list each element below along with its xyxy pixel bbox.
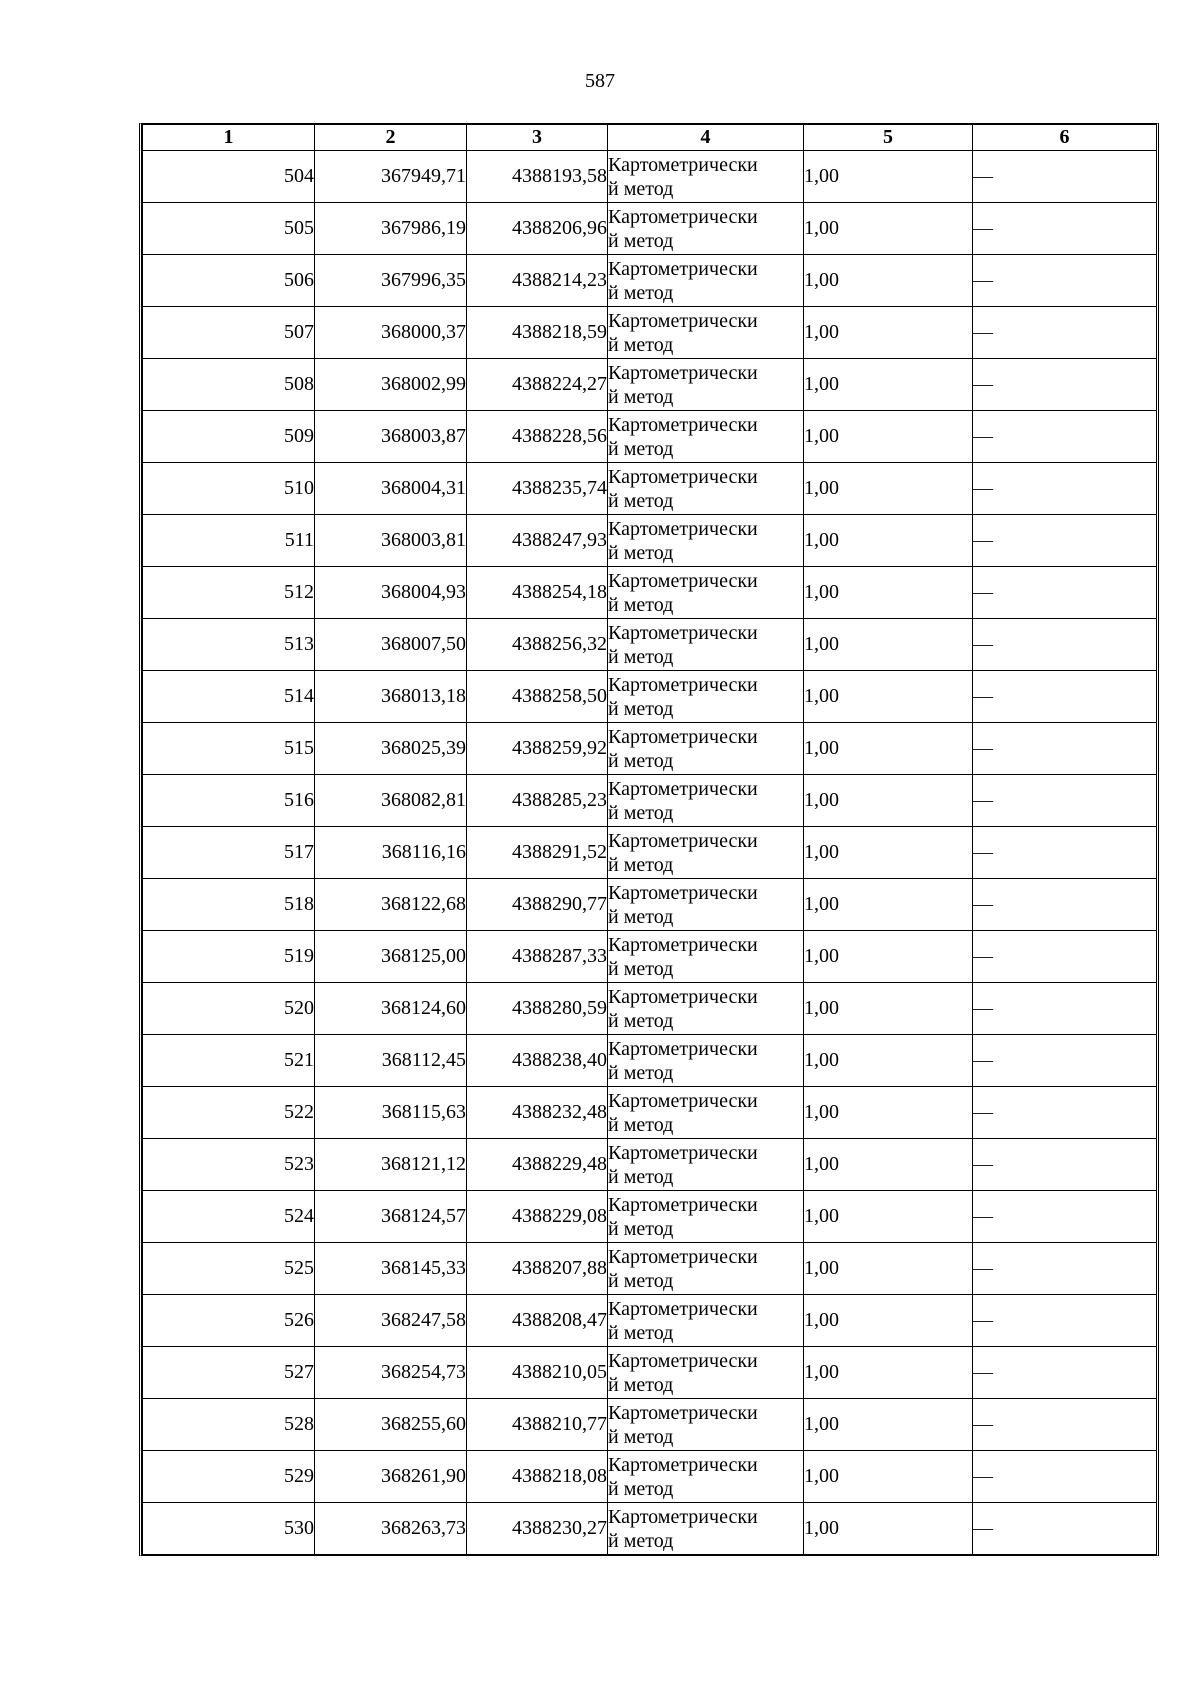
description-dash: — [973,1243,1157,1295]
table-row [143,1295,1157,1347]
method-cell [608,1035,804,1087]
x-coordinate: 368116,16 [315,827,467,879]
y-coordinate: 4388291,52 [467,827,608,879]
method-text-line-2: й метод [608,333,674,356]
table-row [143,723,1157,775]
method-cell [608,1451,804,1503]
table-row [143,983,1157,1035]
method-text-line-2: й метод [608,853,674,876]
x-coordinate: 368145,33 [315,1243,467,1295]
method-cell [608,203,804,255]
accuracy-value: 1,00 [804,515,973,567]
y-coordinate: 4388229,08 [467,1191,608,1243]
accuracy-value: 1,00 [804,1243,973,1295]
accuracy-value: 1,00 [804,1347,973,1399]
description-dash: — [973,1087,1157,1139]
x-coordinate: 368025,39 [315,723,467,775]
column-header: 5 [804,125,973,151]
y-coordinate: 4388232,48 [467,1087,608,1139]
accuracy-value: 1,00 [804,671,973,723]
x-coordinate: 368263,73 [315,1503,467,1555]
method-text-line-1: Картометрически [608,1401,758,1424]
table-body [143,151,1157,1555]
method-text-line-1: Картометрически [608,1245,758,1268]
point-number: 514 [143,671,315,723]
description-dash: — [973,775,1157,827]
method-text-line-1: Картометрически [608,1037,758,1060]
description-dash: — [973,619,1157,671]
y-coordinate: 4388218,08 [467,1451,608,1503]
method-text-line-2: й метод [608,697,674,720]
coordinates-table-frame [139,123,1159,1556]
y-coordinate: 4388254,18 [467,567,608,619]
table-row [143,359,1157,411]
column-header: 4 [608,125,804,151]
method-cell [608,983,804,1035]
method-text-line-2: й метод [608,1477,674,1500]
x-coordinate: 368004,31 [315,463,467,515]
table-row [143,671,1157,723]
method-cell [608,255,804,307]
table-row [143,1139,1157,1191]
table-row [143,151,1157,203]
method-text-line-2: й метод [608,905,674,928]
method-text-line-2: й метод [608,1165,674,1188]
point-number: 513 [143,619,315,671]
table-row [143,1087,1157,1139]
description-dash: — [973,359,1157,411]
method-text-line-2: й метод [608,177,674,200]
x-coordinate: 368115,63 [315,1087,467,1139]
method-cell [608,151,804,203]
point-number: 516 [143,775,315,827]
point-number: 512 [143,567,315,619]
method-text-line-1: Картометрически [608,309,758,332]
method-cell [608,1399,804,1451]
method-cell [608,1347,804,1399]
x-coordinate: 368002,99 [315,359,467,411]
x-coordinate: 368003,87 [315,411,467,463]
accuracy-value: 1,00 [804,879,973,931]
method-text-line-2: й метод [608,1113,674,1136]
accuracy-value: 1,00 [804,567,973,619]
column-header: 3 [467,125,608,151]
y-coordinate: 4388230,27 [467,1503,608,1555]
table-row [143,567,1157,619]
method-text-line-1: Картометрически [608,985,758,1008]
point-number: 523 [143,1139,315,1191]
x-coordinate: 367996,35 [315,255,467,307]
point-number: 524 [143,1191,315,1243]
description-dash: — [973,1139,1157,1191]
description-dash: — [973,879,1157,931]
y-coordinate: 4388259,92 [467,723,608,775]
point-number: 530 [143,1503,315,1555]
accuracy-value: 1,00 [804,931,973,983]
point-number: 515 [143,723,315,775]
method-text-line-1: Картометрически [608,205,758,228]
x-coordinate: 368255,60 [315,1399,467,1451]
point-number: 526 [143,1295,315,1347]
method-cell [608,723,804,775]
description-dash: — [973,671,1157,723]
x-coordinate: 368007,50 [315,619,467,671]
point-number: 521 [143,1035,315,1087]
y-coordinate: 4388285,23 [467,775,608,827]
y-coordinate: 4388228,56 [467,411,608,463]
method-text-line-2: й метод [608,437,674,460]
method-cell [608,1087,804,1139]
method-text-line-1: Картометрически [608,465,758,488]
method-cell [608,515,804,567]
method-cell [608,1191,804,1243]
y-coordinate: 4388258,50 [467,671,608,723]
table-row [143,1399,1157,1451]
description-dash: — [973,151,1157,203]
method-text-line-1: Картометрически [608,881,758,904]
method-text-line-1: Картометрически [608,725,758,748]
y-coordinate: 4388224,27 [467,359,608,411]
accuracy-value: 1,00 [804,1295,973,1347]
method-cell [608,619,804,671]
y-coordinate: 4388208,47 [467,1295,608,1347]
description-dash: — [973,1347,1157,1399]
point-number: 518 [143,879,315,931]
method-text-line-2: й метод [608,1321,674,1344]
table-row [143,411,1157,463]
x-coordinate: 368124,60 [315,983,467,1035]
y-coordinate: 4388287,33 [467,931,608,983]
description-dash: — [973,307,1157,359]
method-text-line-1: Картометрически [608,621,758,644]
method-text-line-2: й метод [608,1061,674,1084]
description-dash: — [973,723,1157,775]
column-header: 2 [315,125,467,151]
method-text-line-2: й метод [608,1529,674,1552]
description-dash: — [973,203,1157,255]
method-cell [608,411,804,463]
y-coordinate: 4388218,59 [467,307,608,359]
method-cell [608,1503,804,1555]
method-text-line-2: й метод [608,645,674,668]
accuracy-value: 1,00 [804,359,973,411]
method-cell [608,463,804,515]
method-text-line-2: й метод [608,1425,674,1448]
description-dash: — [973,463,1157,515]
column-header: 1 [143,125,315,151]
description-dash: — [973,1503,1157,1555]
x-coordinate: 368122,68 [315,879,467,931]
accuracy-value: 1,00 [804,203,973,255]
accuracy-value: 1,00 [804,775,973,827]
description-dash: — [973,1295,1157,1347]
accuracy-value: 1,00 [804,1503,973,1555]
method-text-line-2: й метод [608,1217,674,1240]
accuracy-value: 1,00 [804,255,973,307]
method-cell [608,931,804,983]
x-coordinate: 368000,37 [315,307,467,359]
method-text-line-2: й метод [608,801,674,824]
description-dash: — [973,1451,1157,1503]
method-text-line-2: й метод [608,385,674,408]
table-row [143,463,1157,515]
method-text-line-2: й метод [608,749,674,772]
method-cell [608,307,804,359]
x-coordinate: 368112,45 [315,1035,467,1087]
point-number: 511 [143,515,315,567]
coordinates-table [142,124,1157,1555]
method-text-line-2: й метод [608,281,674,304]
y-coordinate: 4388229,48 [467,1139,608,1191]
table-row [143,879,1157,931]
point-number: 505 [143,203,315,255]
method-text-line-1: Картометрически [608,1141,758,1164]
method-text-line-1: Картометрически [608,153,758,176]
description-dash: — [973,411,1157,463]
y-coordinate: 4388238,40 [467,1035,608,1087]
y-coordinate: 4388206,96 [467,203,608,255]
method-cell [608,1295,804,1347]
accuracy-value: 1,00 [804,463,973,515]
x-coordinate: 368125,00 [315,931,467,983]
table-row [143,619,1157,671]
x-coordinate: 368124,57 [315,1191,467,1243]
table-row [143,255,1157,307]
y-coordinate: 4388210,77 [467,1399,608,1451]
table-row [143,1451,1157,1503]
method-cell [608,567,804,619]
accuracy-value: 1,00 [804,1399,973,1451]
table-row [143,1243,1157,1295]
table-row [143,1035,1157,1087]
point-number: 528 [143,1399,315,1451]
point-number: 529 [143,1451,315,1503]
method-cell [608,359,804,411]
x-coordinate: 368247,58 [315,1295,467,1347]
point-number: 519 [143,931,315,983]
method-text-line-1: Картометрически [608,673,758,696]
header-row [143,125,1157,151]
method-text-line-1: Картометрически [608,413,758,436]
method-text-line-2: й метод [608,957,674,980]
accuracy-value: 1,00 [804,827,973,879]
accuracy-value: 1,00 [804,307,973,359]
method-text-line-2: й метод [608,1269,674,1292]
method-text-line-1: Картометрически [608,569,758,592]
method-text-line-1: Картометрически [608,361,758,384]
method-cell [608,1243,804,1295]
method-cell [608,1139,804,1191]
description-dash: — [973,827,1157,879]
accuracy-value: 1,00 [804,1451,973,1503]
method-text-line-1: Картометрически [608,1089,758,1112]
method-cell [608,775,804,827]
y-coordinate: 4388280,59 [467,983,608,1035]
x-coordinate: 368003,81 [315,515,467,567]
column-header: 6 [973,125,1157,151]
x-coordinate: 367949,71 [315,151,467,203]
method-text-line-1: Картометрически [608,517,758,540]
accuracy-value: 1,00 [804,411,973,463]
accuracy-value: 1,00 [804,151,973,203]
table-row [143,775,1157,827]
description-dash: — [973,567,1157,619]
accuracy-value: 1,00 [804,1087,973,1139]
point-number: 509 [143,411,315,463]
point-number: 506 [143,255,315,307]
method-cell [608,827,804,879]
method-cell [608,879,804,931]
accuracy-value: 1,00 [804,723,973,775]
x-coordinate: 368254,73 [315,1347,467,1399]
y-coordinate: 4388193,58 [467,151,608,203]
method-text-line-1: Картометрически [608,1297,758,1320]
method-text-line-2: й метод [608,1009,674,1032]
table-row [143,203,1157,255]
method-text-line-1: Картометрически [608,777,758,800]
description-dash: — [973,1035,1157,1087]
table-row [143,931,1157,983]
description-dash: — [973,931,1157,983]
description-dash: — [973,1399,1157,1451]
method-text-line-2: й метод [608,1373,674,1396]
y-coordinate: 4388207,88 [467,1243,608,1295]
accuracy-value: 1,00 [804,619,973,671]
point-number: 525 [143,1243,315,1295]
table-row [143,1191,1157,1243]
method-text-line-1: Картометрически [608,933,758,956]
point-number: 522 [143,1087,315,1139]
x-coordinate: 368013,18 [315,671,467,723]
point-number: 508 [143,359,315,411]
y-coordinate: 4388256,32 [467,619,608,671]
x-coordinate: 368261,90 [315,1451,467,1503]
accuracy-value: 1,00 [804,983,973,1035]
point-number: 504 [143,151,315,203]
point-number: 520 [143,983,315,1035]
accuracy-value: 1,00 [804,1191,973,1243]
description-dash: — [973,983,1157,1035]
point-number: 517 [143,827,315,879]
y-coordinate: 4388214,23 [467,255,608,307]
method-text-line-2: й метод [608,593,674,616]
page-number: 587 [585,70,615,92]
accuracy-value: 1,00 [804,1139,973,1191]
x-coordinate: 368082,81 [315,775,467,827]
y-coordinate: 4388235,74 [467,463,608,515]
method-text-line-2: й метод [608,541,674,564]
table-row [143,515,1157,567]
x-coordinate: 368004,93 [315,567,467,619]
y-coordinate: 4388210,05 [467,1347,608,1399]
table-row [143,307,1157,359]
method-cell [608,671,804,723]
accuracy-value: 1,00 [804,1035,973,1087]
x-coordinate: 367986,19 [315,203,467,255]
method-text-line-1: Картометрически [608,1349,758,1372]
description-dash: — [973,1191,1157,1243]
point-number: 527 [143,1347,315,1399]
method-text-line-1: Картометрически [608,829,758,852]
table-row [143,1347,1157,1399]
description-dash: — [973,515,1157,567]
method-text-line-1: Картометрически [608,257,758,280]
table-row [143,1503,1157,1555]
method-text-line-2: й метод [608,489,674,512]
method-text-line-1: Картометрически [608,1193,758,1216]
description-dash: — [973,255,1157,307]
point-number: 510 [143,463,315,515]
table-row [143,827,1157,879]
method-text-line-1: Картометрически [608,1453,758,1476]
method-text-line-2: й метод [608,229,674,252]
method-text-line-1: Картометрически [608,1505,758,1528]
y-coordinate: 4388290,77 [467,879,608,931]
y-coordinate: 4388247,93 [467,515,608,567]
point-number: 507 [143,307,315,359]
x-coordinate: 368121,12 [315,1139,467,1191]
